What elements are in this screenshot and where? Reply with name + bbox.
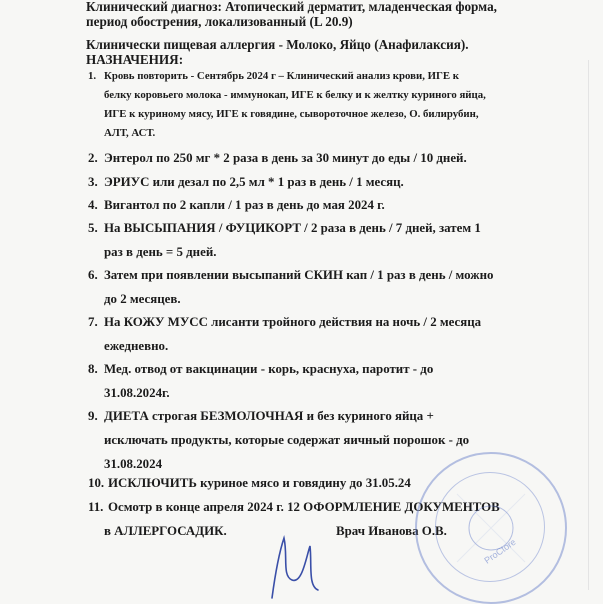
item-8-line-1: Мед. отвод от вакцинации - корь, краснуха, паротит - до [104,362,434,376]
item-number: 10. [88,476,105,490]
item-11-line-1: Осмотр в конце апреля 2024 г. 12 ОФОРМЛЕНИЕ ДОКУМЕНТОВ [108,500,500,514]
stamp-seal [415,452,567,604]
item-9-line-1: ДИЕТА строгая БЕЗМОЛОЧНАЯ и без куриного яйца + [104,409,434,423]
scan-edge-line [588,60,589,590]
item-7-line-2: ежедневно. [104,339,169,353]
item-number: 8. [88,362,98,376]
doctor-name: Врач Иванова О.В. [336,524,447,538]
item-2-line-1: Энтерол по 250 мг * 2 раза в день за 30 минут до еды / 10 дней. [104,151,467,165]
item-10-line-1: ИСКЛЮЧИТЬ куриное мясо и говядину до 31.05.24 [108,476,411,490]
diagnosis-line-2: период обострения, локализованный (L 20.9) [86,14,353,29]
item-number: 5. [88,221,98,235]
item-5-line-1: На ВЫСЫПАНИЯ / ФУЦИКОРТ / 2 раза в день / 7 дней, затем 1 [104,221,481,235]
item-11-line-2: в АЛЛЕРГОСАДИК. [104,524,227,538]
item-number: 11. [88,500,104,514]
item-1-line-2: белку коровьего молока - иммунокап, ИГЕ к белку и к желтку куриного яйца, [104,89,486,101]
item-number: 7. [88,315,98,329]
item-7-line-1: На КОЖУ МУСС лисанти тройного действия на ночь / 2 месяца [104,315,482,329]
item-number: 9. [88,409,98,423]
item-8-line-2: 31.08.2024г. [104,386,170,400]
item-3-line-1: ЭРИУС или дезал по 2,5 мл * 1 раз в день / 1 месяц. [104,175,404,189]
diagnosis-line-1: Клинический диагноз: Атопический дерматит, младенческая форма, [86,0,497,14]
item-number: 6. [88,268,98,282]
item-1-line-3: ИГЕ к куриному мясу, ИГЕ к говядине, сывороточное железо, О. билирубин, [104,108,479,120]
stamp-text: ProCtore [482,536,518,566]
item-1-line-1: Кровь повторить - Сентябрь 2024 г – Клинический анализ крови, ИГЕ к [104,70,459,82]
item-number: 2. [88,151,98,165]
item-number: 3. [88,175,98,189]
stamp-graphic [417,454,565,602]
prescriptions-heading: НАЗНАЧЕНИЯ: [86,52,184,67]
item-6-line-1: Затем при появлении высыпаний СКИН кап / 1 раз в день / можно [104,268,494,282]
item-number: 4. [88,198,98,212]
item-4-line-1: Вигантол по 2 капли / 1 раз в день до мая 2024 г. [104,198,385,212]
item-number: 1. [88,70,97,82]
item-9-line-2: исключать продукты, которые содержат яичный порошок - до [104,433,470,447]
item-9-line-3: 31.08.2024 [104,457,163,471]
signature-mark [262,528,332,600]
item-5-line-2: раз в день = 5 дней. [104,245,217,259]
allergy-line: Клинически пищевая аллергия - Молоко, Яйцо (Анафилаксия). [86,37,469,52]
item-1-line-4: АЛТ, АСТ. [104,127,156,139]
item-6-line-2: до 2 месяцев. [104,292,181,306]
